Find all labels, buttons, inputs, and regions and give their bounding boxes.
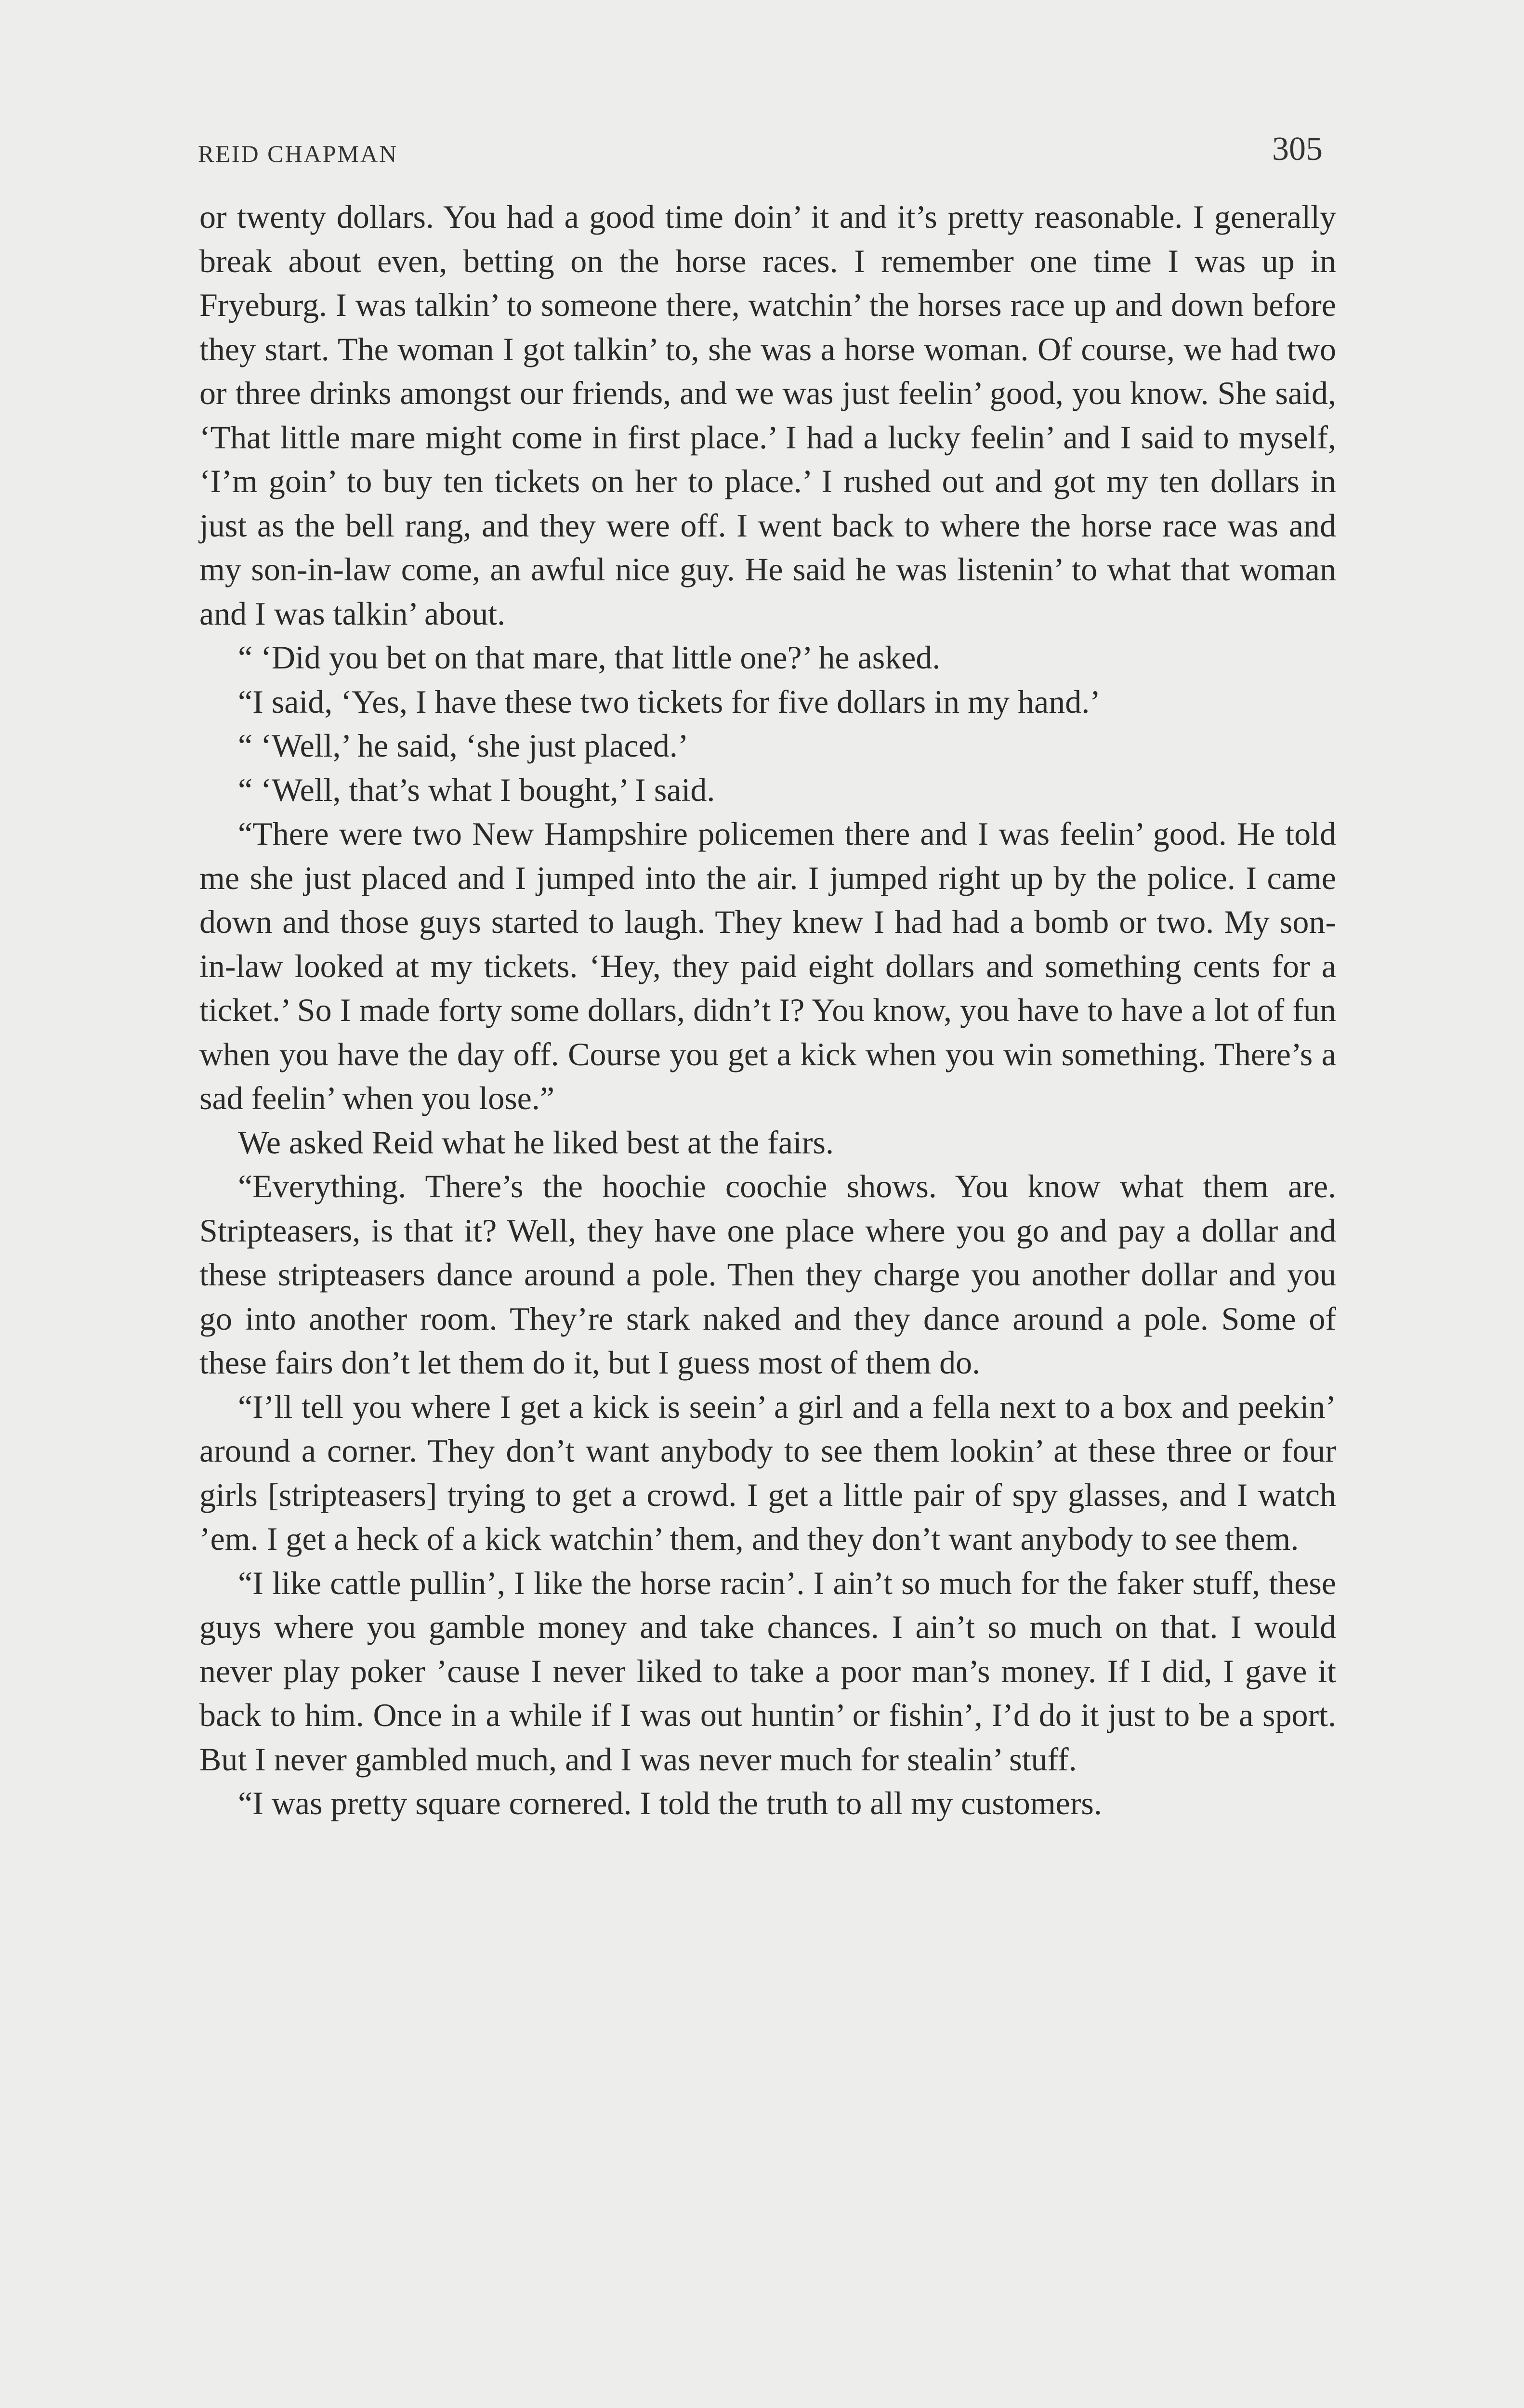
running-head: REID CHAPMAN — [198, 140, 398, 167]
paragraph: “ ‘Did you bet on that mare, that little one?’ he asked. — [238, 639, 941, 676]
page-number: 305 — [1272, 131, 1323, 168]
paragraph: “ ‘Well, that’s what I bought,’ I said. — [238, 771, 715, 808]
paragraph: or twenty dollars. You had a good time doin’ it and it’s pretty reasonable. I generally break about even, betting on the horse races. I remember one time I was up in Fryeburg. I was talkin’ to someone there, watchin’ the horses race up and down before they start. The woman I got talkin’ to, she was a horse woman. Of course, we had two or three drinks amongst our friends, and we was just feelin’ good, you know. She said, ‘That little mare might come in first place.’ I had a lucky feelin’ and I said to myself, ‘I’m goin’ to buy ten tickets on her to place.’ I rushed out and got my ten dollars in just as the bell rang, and they were off. I went back to where the horse race was and my son-in-law come, an awful nice guy. He said he was listenin’ to what that woman and I was talkin’ about. — [199, 198, 1336, 632]
paragraph: “ ‘Well,’ he said, ‘she just placed.’ — [238, 727, 689, 764]
body-text — [199, 195, 1336, 1826]
paragraph: “I like cattle pullin’, I like the horse racin’. I ain’t so much for the faker stuff, these guys where you gamble money and take chances. I ain’t so much on that. I would never play poker ’cause I never liked to take a poor man’s money. If I did, I gave it back to him. Once in a while if I was out huntin’ or fishin’, I’d do it just to be a sport. But I never gambled much, and I was never much for stealin’ stuff. — [199, 1564, 1336, 1778]
paragraph: “I said, ‘Yes, I have these two tickets for five dollars in my hand.’ — [238, 683, 1101, 720]
paragraph: “I’ll tell you where I get a kick is seein’ a girl and a fella next to a box and peekin’ around a corner. They don’t want anybody to see them lookin’ at these three or four girls [stripteasers] trying to get a crowd. I get a little pair of spy glasses, and I watch ’em. I get a heck of a kick watchin’ them, and they don’t want anybody to see them. — [199, 1388, 1336, 1557]
paragraph: “There were two New Hampshire policemen there and I was feelin’ good. He told me she just placed and I jumped into the air. I jumped right up by the police. I came down and those guys started to laugh. They knew I had had a bomb or two. My son-in-law looked at my tickets. ‘Hey, they paid eight dollars and something cents for a ticket.’ So I made forty some dollars, didn’t I? You know, you have to have a lot of fun when you have the day off. Course you get a kick when you win something. There’s a sad feelin’ when you lose.” — [199, 815, 1336, 1116]
paragraph: We asked Reid what he liked best at the fairs. — [238, 1124, 834, 1161]
paragraph: “Everything. There’s the hoochie coochie shows. You know what them are. Stripteasers, is that it? Well, they have one place where you go and pay a dollar and these stripteasers dance around a pole. Then they charge you another dollar and you go into another room. They’re stark naked and they dance around a pole. Some of these fairs don’t let them do it, but I guess most of them do. — [199, 1168, 1336, 1381]
paragraph: “I was pretty square cornered. I told the truth to all my customers. — [238, 1785, 1102, 1821]
